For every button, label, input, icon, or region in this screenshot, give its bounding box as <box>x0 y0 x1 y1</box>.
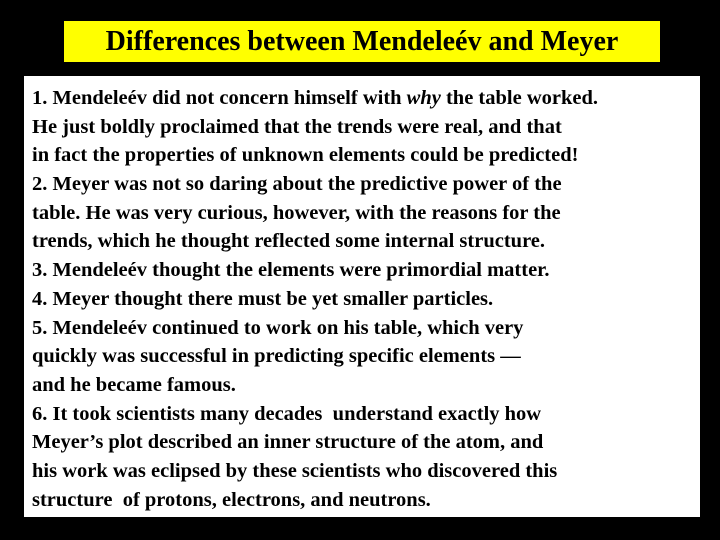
body-line-15: structure of protons, electrons, and neutrons. <box>32 488 431 511</box>
body-line-1: 1. Mendeleév did not concern himself with why the table worked. <box>32 87 599 109</box>
body-line-2: He just boldly proclaimed that the trends were real, and that <box>32 115 562 138</box>
body-line-12: 6. It took scientists many decades understand exactly how <box>32 402 542 425</box>
body-line-5: table. He was very curious, however, with the reasons for the <box>32 201 561 224</box>
slide-body <box>24 76 700 517</box>
emphasis-why: why <box>406 87 441 109</box>
slide-title: Differences between Mendeleév and Meyer <box>105 25 619 57</box>
body-line-7: 3. Mendeleév thought the elements were primordial matter. <box>32 259 550 282</box>
body-line-13: Meyer’s plot described an inner structure of the atom, and <box>32 431 544 454</box>
slide-title-box <box>62 19 662 64</box>
body-line-6: trends, which he thought reflected some internal structure. <box>32 230 546 253</box>
body-line-4: 2. Meyer was not so daring about the predictive power of the <box>32 173 562 196</box>
body-line-3: in fact the properties of unknown elements could be predicted! <box>32 144 579 167</box>
body-line-14: his work was eclipsed by these scientists who discovered this <box>32 459 558 482</box>
body-line-8: 4. Meyer thought there must be yet smaller particles. <box>32 287 494 310</box>
body-line-9: 5. Mendeleév continued to work on his table, which very <box>32 316 524 339</box>
body-line-11: and he became famous. <box>32 373 236 396</box>
body-line-10: quickly was successful in predicting specific elements — <box>32 345 521 368</box>
